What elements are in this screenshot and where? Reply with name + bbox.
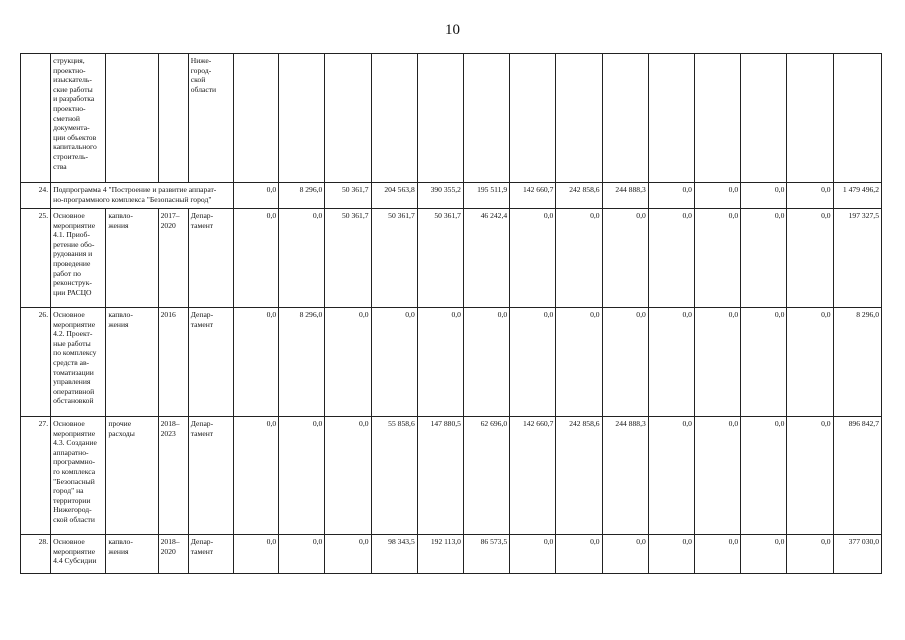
value-cell — [417, 54, 463, 183]
expense-type: прочие расходы — [106, 417, 158, 535]
value-cell: 0,0 — [694, 535, 740, 574]
value-cell: 0,0 — [279, 417, 325, 535]
table-row — [21, 209, 882, 308]
activity-name: струкция, проектно- изыскатель- ские работы и разработка проектно- сметной документа- ции объектов капитального строитель- ства — [51, 54, 106, 183]
value-cell: 0,0 — [233, 535, 278, 574]
executor: Депар- тамент — [188, 535, 233, 574]
value-cell: 0,0 — [741, 308, 787, 417]
value-cell: 98 343,5 — [371, 535, 417, 574]
executor: Депар- тамент — [188, 209, 233, 308]
years — [158, 54, 188, 183]
value-cell: 0,0 — [510, 535, 556, 574]
row-number: 27. — [21, 417, 51, 535]
value-cell — [602, 54, 648, 183]
value-cell: 244 888,3 — [602, 183, 648, 209]
years: 2018– 2023 — [158, 417, 188, 535]
value-cell: 0,0 — [325, 308, 371, 417]
page-number: 10 — [445, 22, 460, 38]
value-cell — [694, 54, 740, 183]
value-cell — [325, 54, 371, 183]
subprogram-name: Подпрограмма 4 "Построение и развитие аппарат- но-программного комплекса "Безопасный город" — [51, 183, 234, 209]
value-cell: 0,0 — [602, 535, 648, 574]
value-cell — [233, 54, 278, 183]
executor: Ниже- город- ской области — [188, 54, 233, 183]
value-cell: 0,0 — [787, 417, 833, 535]
value-cell: 147 880,5 — [417, 417, 463, 535]
value-cell: 0,0 — [279, 209, 325, 308]
value-cell: 8 296,0 — [279, 183, 325, 209]
value-cell: 0,0 — [233, 308, 278, 417]
value-cell: 0,0 — [233, 209, 278, 308]
value-cell: 142 660,7 — [510, 417, 556, 535]
table-row — [21, 54, 882, 183]
value-cell: 0,0 — [325, 417, 371, 535]
value-cell: 0,0 — [741, 183, 787, 209]
executor: Депар- тамент — [188, 417, 233, 535]
value-cell: 0,0 — [694, 209, 740, 308]
value-cell: 192 113,0 — [417, 535, 463, 574]
value-cell: 0,0 — [463, 308, 509, 417]
value-cell: 0,0 — [556, 209, 602, 308]
row-number: 28. — [21, 535, 51, 574]
value-cell: 0,0 — [787, 183, 833, 209]
value-cell: 0,0 — [417, 308, 463, 417]
value-cell: 0,0 — [556, 308, 602, 417]
value-cell: 86 573,5 — [463, 535, 509, 574]
value-cell: 50 361,7 — [371, 209, 417, 308]
years: 2016 — [158, 308, 188, 417]
value-cell: 0,0 — [694, 308, 740, 417]
value-cell: 244 888,3 — [602, 417, 648, 535]
value-cell: 390 355,2 — [417, 183, 463, 209]
value-cell: 242 858,6 — [556, 183, 602, 209]
value-cell: 0,0 — [602, 308, 648, 417]
value-cell: 142 660,7 — [510, 183, 556, 209]
value-cell: 0,0 — [556, 535, 602, 574]
value-cell: 0,0 — [325, 535, 371, 574]
value-cell — [510, 54, 556, 183]
value-cell: 0,0 — [741, 209, 787, 308]
row-number: 24. — [21, 183, 51, 209]
activity-name: Основное мероприятие 4.4 Субсидии — [51, 535, 106, 574]
value-cell — [648, 54, 694, 183]
value-cell — [463, 54, 509, 183]
executor: Депар- тамент — [188, 308, 233, 417]
value-cell: 50 361,7 — [417, 209, 463, 308]
value-cell: 0,0 — [648, 535, 694, 574]
value-cell: 0,0 — [787, 535, 833, 574]
value-cell — [556, 54, 602, 183]
years: 2018– 2020 — [158, 535, 188, 574]
value-cell — [279, 54, 325, 183]
value-cell: 0,0 — [648, 209, 694, 308]
value-cell: 0,0 — [602, 209, 648, 308]
value-cell: 0,0 — [233, 183, 278, 209]
total-cell: 377 030,0 — [833, 535, 881, 574]
value-cell: 0,0 — [787, 209, 833, 308]
activity-name: Основное мероприятие 4.3. Создание аппаратно- программно- го комплекса "Безопасный город" на территории Нижегород- ской области — [51, 417, 106, 535]
value-cell: 0,0 — [787, 308, 833, 417]
total-cell: 197 327,5 — [833, 209, 881, 308]
total-cell: 896 842,7 — [833, 417, 881, 535]
value-cell: 242 858,6 — [556, 417, 602, 535]
value-cell — [741, 54, 787, 183]
years: 2017– 2020 — [158, 209, 188, 308]
total-cell: 8 296,0 — [833, 308, 881, 417]
value-cell: 0,0 — [648, 308, 694, 417]
row-number: 25. — [21, 209, 51, 308]
expense-type: капвло- жения — [106, 209, 158, 308]
row-number: 26. — [21, 308, 51, 417]
value-cell: 50 361,7 — [325, 183, 371, 209]
expense-type: капвло- жения — [106, 308, 158, 417]
value-cell: 0,0 — [233, 417, 278, 535]
row-number — [21, 54, 51, 183]
value-cell: 55 858,6 — [371, 417, 417, 535]
value-cell: 0,0 — [510, 308, 556, 417]
value-cell: 62 696,0 — [463, 417, 509, 535]
value-cell: 0,0 — [741, 417, 787, 535]
value-cell: 0,0 — [741, 535, 787, 574]
total-cell — [833, 54, 881, 183]
table-row — [21, 417, 882, 535]
value-cell: 0,0 — [371, 308, 417, 417]
table-row — [21, 183, 882, 209]
value-cell: 0,0 — [694, 183, 740, 209]
value-cell: 0,0 — [694, 417, 740, 535]
value-cell — [787, 54, 833, 183]
value-cell: 0,0 — [279, 535, 325, 574]
value-cell: 50 361,7 — [325, 209, 371, 308]
value-cell: 0,0 — [510, 209, 556, 308]
value-cell: 0,0 — [648, 183, 694, 209]
expense-type: капвло- жения — [106, 535, 158, 574]
value-cell: 8 296,0 — [279, 308, 325, 417]
activity-name: Основное мероприятие 4.1. Приоб- ретение обо- рудования и проведение работ по реконструк- ции РАСЦО — [51, 209, 106, 308]
value-cell: 204 563,8 — [371, 183, 417, 209]
activity-name: Основное мероприятие 4.2. Проект- ные работы по комплексу средств ав- томатизации управления оперативной обстановкой — [51, 308, 106, 417]
value-cell: 0,0 — [648, 417, 694, 535]
budget-table — [20, 53, 882, 574]
expense-type — [106, 54, 158, 183]
table-row — [21, 535, 882, 574]
value-cell: 195 511,9 — [463, 183, 509, 209]
value-cell — [371, 54, 417, 183]
value-cell: 46 242,4 — [463, 209, 509, 308]
total-cell: 1 479 496,2 — [833, 183, 881, 209]
table-row — [21, 308, 882, 417]
